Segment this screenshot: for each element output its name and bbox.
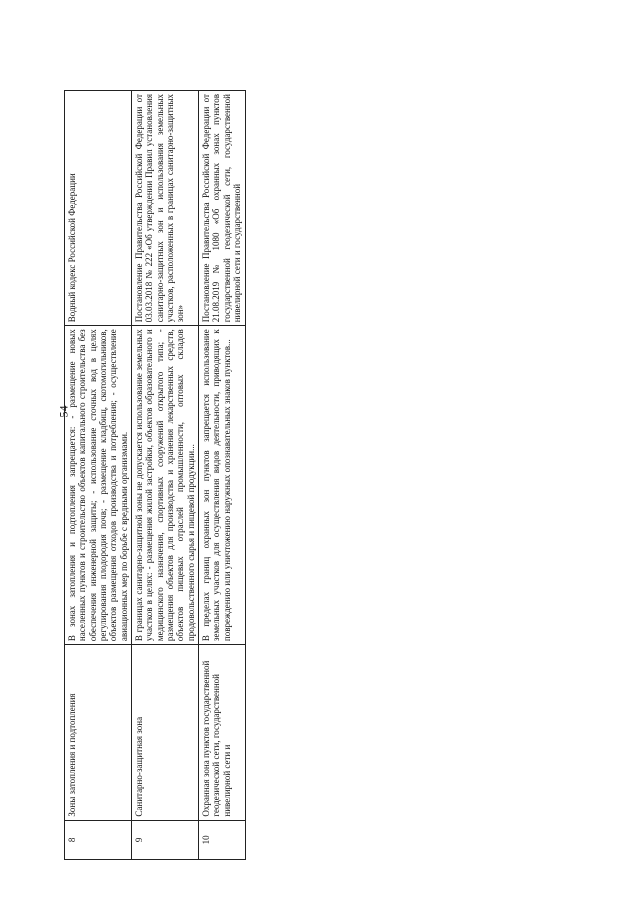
zone-name: Охранная зона пунктов государственной геодезической сети, государственной нивелирной сети и (199, 645, 245, 821)
zone-name: Санитарно-защитная зона (132, 645, 199, 821)
zone-restrictions: В границах санитарно-защитной зоны не допускается использование земельных участков в целях: - размещения жилой застройки, объектов образовательного и медицинского назначения, спортивных сооружений открытого типа; - размещения объектов для производства и хранения лекарственных средств, объектов пищевых отраслей промышленности, оптовых складов продовольственного сырья и пищевой продукции... (132, 326, 199, 645)
zone-name: Зоны затопления и подтопления (65, 645, 132, 821)
row-number: 8 (65, 820, 132, 859)
legal-basis: Водный кодекс Российской Федерации (65, 91, 132, 326)
legal-basis: Постановление Правительства Российской Федерации от 21.08.2019 № 1080 «Об охранных зонах пунктов государственной геодезической сети, государственной нивелирной сети и государственной (199, 91, 245, 326)
row-number: 10 (199, 820, 245, 859)
table-row (199, 91, 245, 860)
row-number: 9 (132, 820, 199, 859)
page-number: 54 (56, 405, 71, 418)
rotated-table-wrapper (64, 90, 574, 860)
legal-basis: Постановление Правительства Российской Федерации от 03.03.2018 № 222 «Об утверждении Правил установления санитарно-защитных зон и использования земельных участков, расположенных в границах санитарно-защитных зон» (132, 91, 199, 326)
table-row (65, 91, 132, 860)
restrictions-table (64, 90, 246, 860)
zone-restrictions: В пределах границ охранных зон пунктов запрещается использование земельных участков для осуществления видов деятельности, приводящих к повреждению или уничтожению наружных опознавательных знаков пунктов... (199, 326, 245, 645)
table-row (132, 91, 199, 860)
zone-restrictions: В зонах затопления и подтопления запрещается: - размещение новых населенных пунктов и строительство объектов капитального строительства без обеспечения инженерной защиты; - использование сточных вод в целях регулирования плодородия почв; - размещение кладбищ, скотомогильников, объектов размещения отходов производства и потребления; - осуществление авиационных мер по борьбе с вредными организмами. (65, 326, 132, 645)
